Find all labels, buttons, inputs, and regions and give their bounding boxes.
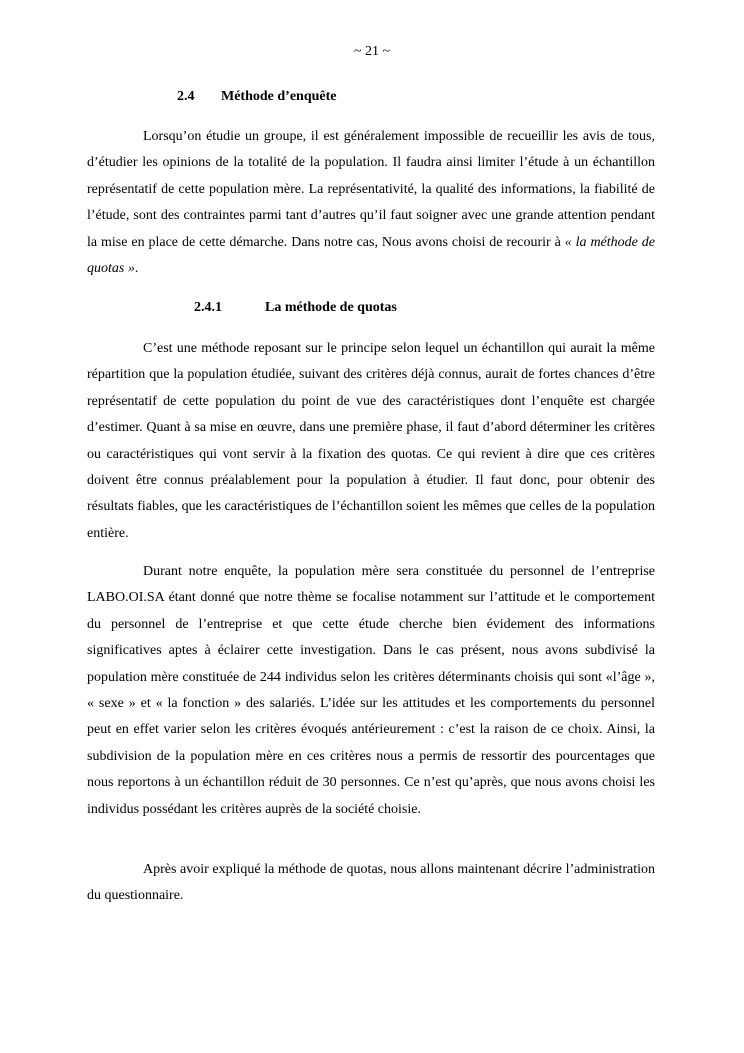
section-number: 2.4: [177, 89, 195, 104]
paragraph-text: Après avoir expliqué la méthode de quotas, nous allons maintenant décrire l’administration du questionnaire.: [87, 862, 655, 904]
section-heading-2-4-1: [194, 300, 397, 316]
subsection-number: 2.4.1: [194, 300, 222, 315]
paragraph-text: Durant notre enquête, la population mère sera constituée du personnel de l’entreprise LABO.OI.SA étant donné que notre thème se focalise notamment sur l’attitude et le comportement du personnel de l’entreprise et que cette étude cherche bien évidement des informations significatives aptes à éclairer cette investigation. Dans le cas présent, nous avons subdivisé la population mère constituée de 244 individus selon les critères déterminants choisis qui sont «l’âge », « sexe » et « la fonction » des salariés. L’idée sur les attitudes et les comportements du personnel peut en effet varier selon les critères évoqués antérieurement : c’est la raison de ce choix. Ainsi, la subdivision de la population mère en ces critères nous a permis de ressortir des pourcentages que nous reportons à un échantillon réduit de 30 personnes. Ce n’est qu’après, que nous avons choisi les individus possédant les critères auprès de la société choisie.: [87, 564, 655, 817]
paragraph-intro: [87, 124, 655, 282]
paragraph-intro-text: Lorsqu’on étudie un groupe, il est généralement impossible de recueillir les avis de tous, d’étudier les opinions de la totalité de la population. Il faudra ainsi limiter l’étude à un échantillon représentatif de cette population mère. La représentativité, la qualité des informations, la fiabilité de l’étude, sont des contraintes parmi tant d’autres qu’il faut soigner avec une grande attention pendant la mise en place de cette démarche. Dans notre cas, Nous avons choisi de recourir à: [87, 129, 655, 250]
paragraph-conclusion: [87, 857, 655, 910]
paragraph-intro-end: .: [134, 261, 139, 277]
paragraph-method-definition: [87, 336, 655, 547]
paragraph-text: C’est une méthode reposant sur le principe selon lequel un échantillon qui aurait la même répartition que la population étudiée, suivant des critères déjà connus, aurait de fortes chances d’être représentatif de cette population du point de vue des caractéristiques dont l’enquête est chargée d’estimer. Quant à sa mise en œuvre, dans une première phase, il faut d’abord déterminer les critères ou caractéristiques qui vont servir à la fixation des quotas. Ce qui revient à dire que ces critères doivent être connus préalablement pour la population à étudier. Il faut donc, pour obtenir des résultats fiables, que les caractéristiques de l’échantillon soient les mêmes que celles de la population entière.: [87, 341, 655, 541]
section-heading-2-4: [177, 89, 337, 105]
paragraph-population: [87, 559, 655, 823]
section-title: Méthode d’enquête: [221, 89, 337, 104]
page-number: ~ 21 ~: [353, 44, 391, 59]
quoted-method-name: « la méthode de quotas »: [87, 234, 656, 277]
subsection-title: La méthode de quotas: [265, 300, 397, 315]
